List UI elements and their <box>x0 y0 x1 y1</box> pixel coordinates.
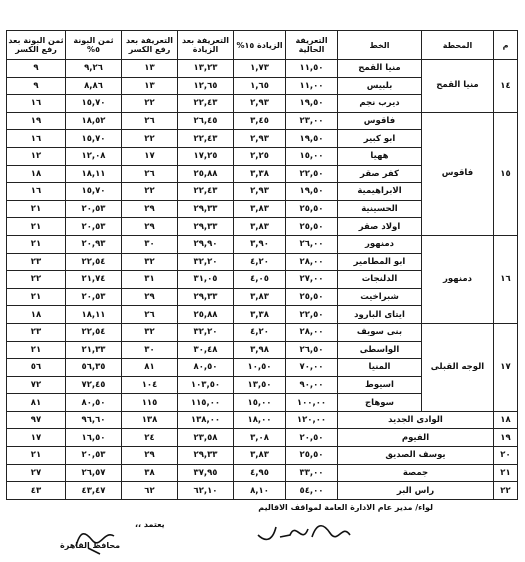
header-station: المحطة <box>422 31 494 60</box>
ticket-rounded-cell: ٢١ <box>7 235 66 253</box>
current-fare-cell: ١٢٠,٠٠ <box>286 411 338 429</box>
current-fare-cell: ٢٦,٠٠ <box>286 235 338 253</box>
header-current-fare: التعريفة الحالية <box>286 31 338 60</box>
ticket-rounded-cell: ٩ <box>7 77 66 95</box>
fare-after-cell: ١٠٣,٥٠ <box>178 376 234 394</box>
fare-rounded-cell: ٣١ <box>122 271 178 289</box>
row-number: ١٨ <box>494 411 518 429</box>
line-name: اولاد صقر <box>338 218 422 236</box>
ticket-price-cell: ٨,٨٦ <box>66 77 122 95</box>
ticket-price-cell: ٤٣,٤٧ <box>66 482 122 500</box>
header-fare-after: التعريفة بعد الزيادة <box>178 31 234 60</box>
increase-cell: ٢,٩٣ <box>234 95 286 113</box>
ticket-price-cell: ٢٠,٥٣ <box>66 447 122 465</box>
line-name: ديرب نجم <box>338 95 422 113</box>
current-fare-cell: ٩٠,٠٠ <box>286 376 338 394</box>
line-name: الابراهيمية <box>338 183 422 201</box>
current-fare-cell: ١٩,٥٠ <box>286 183 338 201</box>
line-name: كفر صقر <box>338 165 422 183</box>
ticket-rounded-cell: ٢٣ <box>7 323 66 341</box>
current-fare-cell: ٢٥,٥٠ <box>286 447 338 465</box>
ticket-rounded-cell: ٤٣ <box>7 482 66 500</box>
ticket-rounded-cell: ٩٧ <box>7 411 66 429</box>
fare-after-cell: ١٧,٢٥ <box>178 147 234 165</box>
ticket-price-cell: ٢١,٧٤ <box>66 271 122 289</box>
fare-rounded-cell: ٣٨ <box>122 464 178 482</box>
current-fare-cell: ٥٤,٠٠ <box>286 482 338 500</box>
fare-rounded-cell: ٢٢ <box>122 183 178 201</box>
ticket-rounded-cell: ٩ <box>7 60 66 78</box>
fare-rounded-cell: ١١٥ <box>122 394 178 412</box>
fare-after-cell: ٢٩,٣٣ <box>178 447 234 465</box>
fare-after-cell: ٣٠,٤٨ <box>178 341 234 359</box>
ticket-price-cell: ١٦,٥٠ <box>66 429 122 447</box>
ticket-price-cell: ١٨,١١ <box>66 306 122 324</box>
ticket-price-cell: ٢١,٣٣ <box>66 341 122 359</box>
current-fare-cell: ٧٠,٠٠ <box>286 359 338 377</box>
increase-cell: ٣,٣٨ <box>234 306 286 324</box>
fare-after-cell: ٢٢,٤٣ <box>178 183 234 201</box>
ticket-rounded-cell: ١٩ <box>7 112 66 130</box>
fare-rounded-cell: ٢٦ <box>122 165 178 183</box>
station-name: الوجه القبلى <box>422 323 494 411</box>
increase-cell: ٣,٨٣ <box>234 200 286 218</box>
row-number: ١٧ <box>494 323 518 411</box>
increase-cell: ٣,٨٣ <box>234 288 286 306</box>
fare-after-cell: ١٣,٢٣ <box>178 60 234 78</box>
increase-cell: ١,٦٥ <box>234 77 286 95</box>
line-name: المنيا <box>338 359 422 377</box>
ticket-rounded-cell: ٨١ <box>7 394 66 412</box>
fare-rounded-cell: ٢٢ <box>122 95 178 113</box>
ticket-price-cell: ١٥,٧٠ <box>66 130 122 148</box>
increase-cell: ٣,٩٨ <box>234 341 286 359</box>
current-fare-cell: ٢٢,٥٠ <box>286 306 338 324</box>
header-fare-after-rounding: التعريفة بعد رفع الكسر <box>122 31 178 60</box>
increase-cell: ٣,٩٠ <box>234 235 286 253</box>
ticket-price-cell: ٨٠,٥٠ <box>66 394 122 412</box>
fare-rounded-cell: ٢٩ <box>122 218 178 236</box>
fare-after-cell: ٢٩,٣٣ <box>178 200 234 218</box>
increase-cell: ٣,٨٣ <box>234 447 286 465</box>
ticket-rounded-cell: ٢٣ <box>7 253 66 271</box>
line-name: اسيوط <box>338 376 422 394</box>
line-name: ابو كبير <box>338 130 422 148</box>
increase-cell: ١٠,٥٠ <box>234 359 286 377</box>
increase-cell: ٢,٩٣ <box>234 183 286 201</box>
line-name: جمصة <box>338 464 494 482</box>
fare-after-cell: ٢٢,٤٣ <box>178 130 234 148</box>
ticket-price-cell: ٢٢,٥٤ <box>66 253 122 271</box>
fare-after-cell: ٢٦,٤٥ <box>178 112 234 130</box>
current-fare-cell: ٢٦,٥٠ <box>286 341 338 359</box>
increase-cell: ٤,٢٠ <box>234 253 286 271</box>
fare-rounded-cell: ٢٩ <box>122 200 178 218</box>
current-fare-cell: ١٥,٠٠ <box>286 147 338 165</box>
line-name: بنى سويف <box>338 323 422 341</box>
row-number: ٢١ <box>494 464 518 482</box>
fare-rounded-cell: ٣٠ <box>122 341 178 359</box>
table-row <box>7 447 518 465</box>
ticket-price-cell: ٢٦,٥٧ <box>66 464 122 482</box>
increase-cell: ٣,٣٨ <box>234 165 286 183</box>
line-name: دمنهور <box>338 235 422 253</box>
fare-table <box>6 30 518 500</box>
current-fare-cell: ٢٠,٥٠ <box>286 429 338 447</box>
ticket-price-cell: ٢٠,٥٣ <box>66 218 122 236</box>
fare-after-cell: ٣١,٠٥ <box>178 271 234 289</box>
fare-after-cell: ٢٥,٨٨ <box>178 165 234 183</box>
fare-after-cell: ٦٢,١٠ <box>178 482 234 500</box>
station-name: منيا القمح <box>422 60 494 113</box>
fare-after-cell: ٢٢,٤٣ <box>178 95 234 113</box>
fare-rounded-cell: ٢٩ <box>122 447 178 465</box>
fare-rounded-cell: ١٣٨ <box>122 411 178 429</box>
fare-rounded-cell: ١٣ <box>122 77 178 95</box>
table-row <box>7 411 518 429</box>
line-name: بلبيس <box>338 77 422 95</box>
fare-rounded-cell: ٣٢ <box>122 253 178 271</box>
header-ticket-after-rounding: ثمن البونة بعد رفع الكسر <box>7 31 66 60</box>
ticket-price-cell: ٧٢,٤٥ <box>66 376 122 394</box>
header-line: الخط <box>338 31 422 60</box>
increase-cell: ١٨,٠٠ <box>234 411 286 429</box>
ticket-price-cell: ١٨,١١ <box>66 165 122 183</box>
current-fare-cell: ٢٥,٥٠ <box>286 288 338 306</box>
ticket-price-cell: ٩,٢٦ <box>66 60 122 78</box>
table-row <box>7 429 518 447</box>
increase-cell: ١٥,٠٠ <box>234 394 286 412</box>
current-fare-cell: ٢٨,٠٠ <box>286 253 338 271</box>
header-increase: الزيادة ١٥% <box>234 31 286 60</box>
fare-rounded-cell: ٣٠ <box>122 235 178 253</box>
ticket-rounded-cell: ٢١ <box>7 447 66 465</box>
increase-cell: ٣,٤٥ <box>234 112 286 130</box>
header-num: م <box>494 31 518 60</box>
director-signature <box>250 515 360 551</box>
increase-cell: ١,٧٣ <box>234 60 286 78</box>
row-number: ١٩ <box>494 429 518 447</box>
line-name: الواسطى <box>338 341 422 359</box>
ticket-rounded-cell: ١٦ <box>7 95 66 113</box>
ticket-rounded-cell: ١٢ <box>7 147 66 165</box>
current-fare-cell: ٢٥,٥٠ <box>286 200 338 218</box>
ticket-rounded-cell: ٢١ <box>7 288 66 306</box>
current-fare-cell: ١٠٠,٠٠ <box>286 394 338 412</box>
fare-after-cell: ٣٢,٢٠ <box>178 253 234 271</box>
line-name: ايتاى البارود <box>338 306 422 324</box>
fare-after-cell: ٢٩,٩٠ <box>178 235 234 253</box>
line-name: فاقوس <box>338 112 422 130</box>
row-number: ٢٠ <box>494 447 518 465</box>
increase-cell: ٢,٩٣ <box>234 130 286 148</box>
increase-cell: ٤,٠٥ <box>234 271 286 289</box>
line-name: منيا القمح <box>338 60 422 78</box>
fare-rounded-cell: ١٠٤ <box>122 376 178 394</box>
ticket-rounded-cell: ٢١ <box>7 218 66 236</box>
fare-rounded-cell: ٨١ <box>122 359 178 377</box>
fare-rounded-cell: ٢٤ <box>122 429 178 447</box>
current-fare-cell: ٣٣,٠٠ <box>286 464 338 482</box>
fare-rounded-cell: ٣٢ <box>122 323 178 341</box>
ticket-rounded-cell: ٢١ <box>7 200 66 218</box>
increase-cell: ٣,٠٨ <box>234 429 286 447</box>
current-fare-cell: ٢٣,٠٠ <box>286 112 338 130</box>
ticket-rounded-cell: ١٨ <box>7 306 66 324</box>
row-number: ١٦ <box>494 235 518 323</box>
header-ticket-price: ثمن البونة ٥% <box>66 31 122 60</box>
increase-cell: ١٣,٥٠ <box>234 376 286 394</box>
fare-rounded-cell: ١٧ <box>122 147 178 165</box>
ticket-rounded-cell: ٢٧ <box>7 464 66 482</box>
current-fare-cell: ١١,٥٠ <box>286 60 338 78</box>
governor-label: محافظ القاهرة <box>60 541 121 550</box>
increase-cell: ٤,٩٥ <box>234 464 286 482</box>
current-fare-cell: ٢٧,٠٠ <box>286 271 338 289</box>
station-name: فاقوس <box>422 112 494 235</box>
current-fare-cell: ١١,٠٠ <box>286 77 338 95</box>
ticket-price-cell: ٢٠,٥٣ <box>66 200 122 218</box>
table-body <box>7 60 518 500</box>
line-name: ههيا <box>338 147 422 165</box>
increase-cell: ٨,١٠ <box>234 482 286 500</box>
increase-cell: ٤,٢٠ <box>234 323 286 341</box>
director-signature-label: لواء/ مدير عام الادارة العامة لمواقف الاقاليم <box>258 503 433 512</box>
current-fare-cell: ١٩,٥٠ <box>286 95 338 113</box>
line-name: الحسينية <box>338 200 422 218</box>
fare-after-cell: ٢٥,٨٨ <box>178 306 234 324</box>
ticket-rounded-cell: ٥٦ <box>7 359 66 377</box>
increase-cell: ٢,٢٥ <box>234 147 286 165</box>
row-number: ١٥ <box>494 112 518 235</box>
approved-label: يعتمد ،، <box>135 520 165 529</box>
fare-after-cell: ٨٠,٥٠ <box>178 359 234 377</box>
line-name: يوسف الصديق <box>338 447 494 465</box>
fare-rounded-cell: ٦٢ <box>122 482 178 500</box>
current-fare-cell: ٢٢,٥٠ <box>286 165 338 183</box>
ticket-price-cell: ١٨,٥٢ <box>66 112 122 130</box>
fare-rounded-cell: ٢٢ <box>122 130 178 148</box>
ticket-rounded-cell: ١٨ <box>7 165 66 183</box>
line-name: الدلنجات <box>338 271 422 289</box>
line-name: ابو المطامير <box>338 253 422 271</box>
fare-after-cell: ١٣٨,٠٠ <box>178 411 234 429</box>
fare-after-cell: ٣٧,٩٥ <box>178 464 234 482</box>
table-row <box>7 60 518 78</box>
line-name: سوهاج <box>338 394 422 412</box>
fare-after-cell: ٢٣,٥٨ <box>178 429 234 447</box>
fare-after-cell: ٢٩,٣٣ <box>178 288 234 306</box>
ticket-price-cell: ١٢,٠٨ <box>66 147 122 165</box>
table-row <box>7 112 518 130</box>
fare-after-cell: ١٢,٦٥ <box>178 77 234 95</box>
fare-rounded-cell: ٢٦ <box>122 112 178 130</box>
station-name: دمنهور <box>422 235 494 323</box>
fare-rounded-cell: ١٣ <box>122 60 178 78</box>
ticket-price-cell: ٩٦,٦٠ <box>66 411 122 429</box>
ticket-price-cell: ٥٦,٣٥ <box>66 359 122 377</box>
line-name: راس البر <box>338 482 494 500</box>
ticket-rounded-cell: ٧٢ <box>7 376 66 394</box>
line-name: الوادى الجديد <box>338 411 494 429</box>
ticket-rounded-cell: ٢١ <box>7 341 66 359</box>
line-name: شبراخيت <box>338 288 422 306</box>
current-fare-cell: ١٩,٥٠ <box>286 130 338 148</box>
ticket-price-cell: ١٥,٧٠ <box>66 183 122 201</box>
fare-rounded-cell: ٢٦ <box>122 306 178 324</box>
row-number: ٢٢ <box>494 482 518 500</box>
row-number: ١٤ <box>494 60 518 113</box>
ticket-price-cell: ٢٠,٥٣ <box>66 288 122 306</box>
fare-after-cell: ١١٥,٠٠ <box>178 394 234 412</box>
ticket-rounded-cell: ١٧ <box>7 429 66 447</box>
current-fare-cell: ٢٥,٥٠ <box>286 218 338 236</box>
ticket-price-cell: ٢٠,٩٣ <box>66 235 122 253</box>
increase-cell: ٣,٨٣ <box>234 218 286 236</box>
header-row <box>7 31 518 60</box>
table-row <box>7 235 518 253</box>
ticket-rounded-cell: ١٦ <box>7 130 66 148</box>
ticket-price-cell: ١٥,٧٠ <box>66 95 122 113</box>
table-row <box>7 323 518 341</box>
current-fare-cell: ٢٨,٠٠ <box>286 323 338 341</box>
fare-after-cell: ٢٩,٣٣ <box>178 218 234 236</box>
line-name: الفيوم <box>338 429 494 447</box>
ticket-rounded-cell: ٢٢ <box>7 271 66 289</box>
ticket-price-cell: ٢٢,٥٤ <box>66 323 122 341</box>
table-row <box>7 482 518 500</box>
fare-after-cell: ٣٢,٢٠ <box>178 323 234 341</box>
ticket-rounded-cell: ١٦ <box>7 183 66 201</box>
table-row <box>7 464 518 482</box>
fare-rounded-cell: ٢٩ <box>122 288 178 306</box>
